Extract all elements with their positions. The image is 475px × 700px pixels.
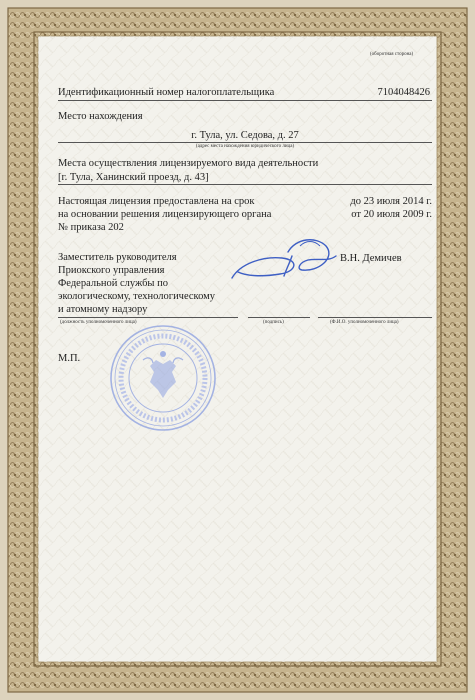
official-name: В.Н. Демичев xyxy=(340,253,402,264)
stamp-place-label: М.П. xyxy=(58,353,81,364)
validity-term-label: Настоящая лицензия предоставлена на срок xyxy=(58,196,255,207)
official-position-line-3: Федеральной службы по xyxy=(58,278,168,289)
official-position-line-5: и атомному надзору xyxy=(58,304,148,315)
official-position-line-2: Приокского управления xyxy=(58,265,165,276)
location-label: Место нахождения xyxy=(58,111,143,122)
location-value: г. Тула, ул. Седова, д. 27 xyxy=(191,130,299,141)
location-caption: (адрес места нахождения юридического лица) xyxy=(195,144,295,149)
reverse-side-note: (оборотная сторона) xyxy=(370,52,414,57)
position-caption: (должность уполномоченного лица) xyxy=(60,320,137,325)
inn-value: 7104048426 xyxy=(377,87,430,98)
order-number: № приказа 202 xyxy=(58,222,124,233)
validity-until: до 23 июля 2014 г. xyxy=(350,196,432,207)
activity-places-label: Места осуществления лицензируемого вида деятельности xyxy=(58,158,319,169)
activity-places-value: [г. Тула, Ханинский проезд, д. 43] xyxy=(58,172,209,183)
signature-caption: (подпись) xyxy=(263,320,284,325)
validity-from: от 20 июля 2009 г. xyxy=(351,209,432,220)
official-position-line-1: Заместитель руководителя xyxy=(58,252,177,263)
validity-basis-label: на основании решения лицензирующего органа xyxy=(58,209,272,220)
inn-label: Идентификационный номер налогоплательщика xyxy=(58,87,275,98)
name-caption: (Ф.И.О. уполномоченного лица) xyxy=(330,320,399,325)
official-position-line-4: экологическому, технологическому xyxy=(58,291,216,302)
